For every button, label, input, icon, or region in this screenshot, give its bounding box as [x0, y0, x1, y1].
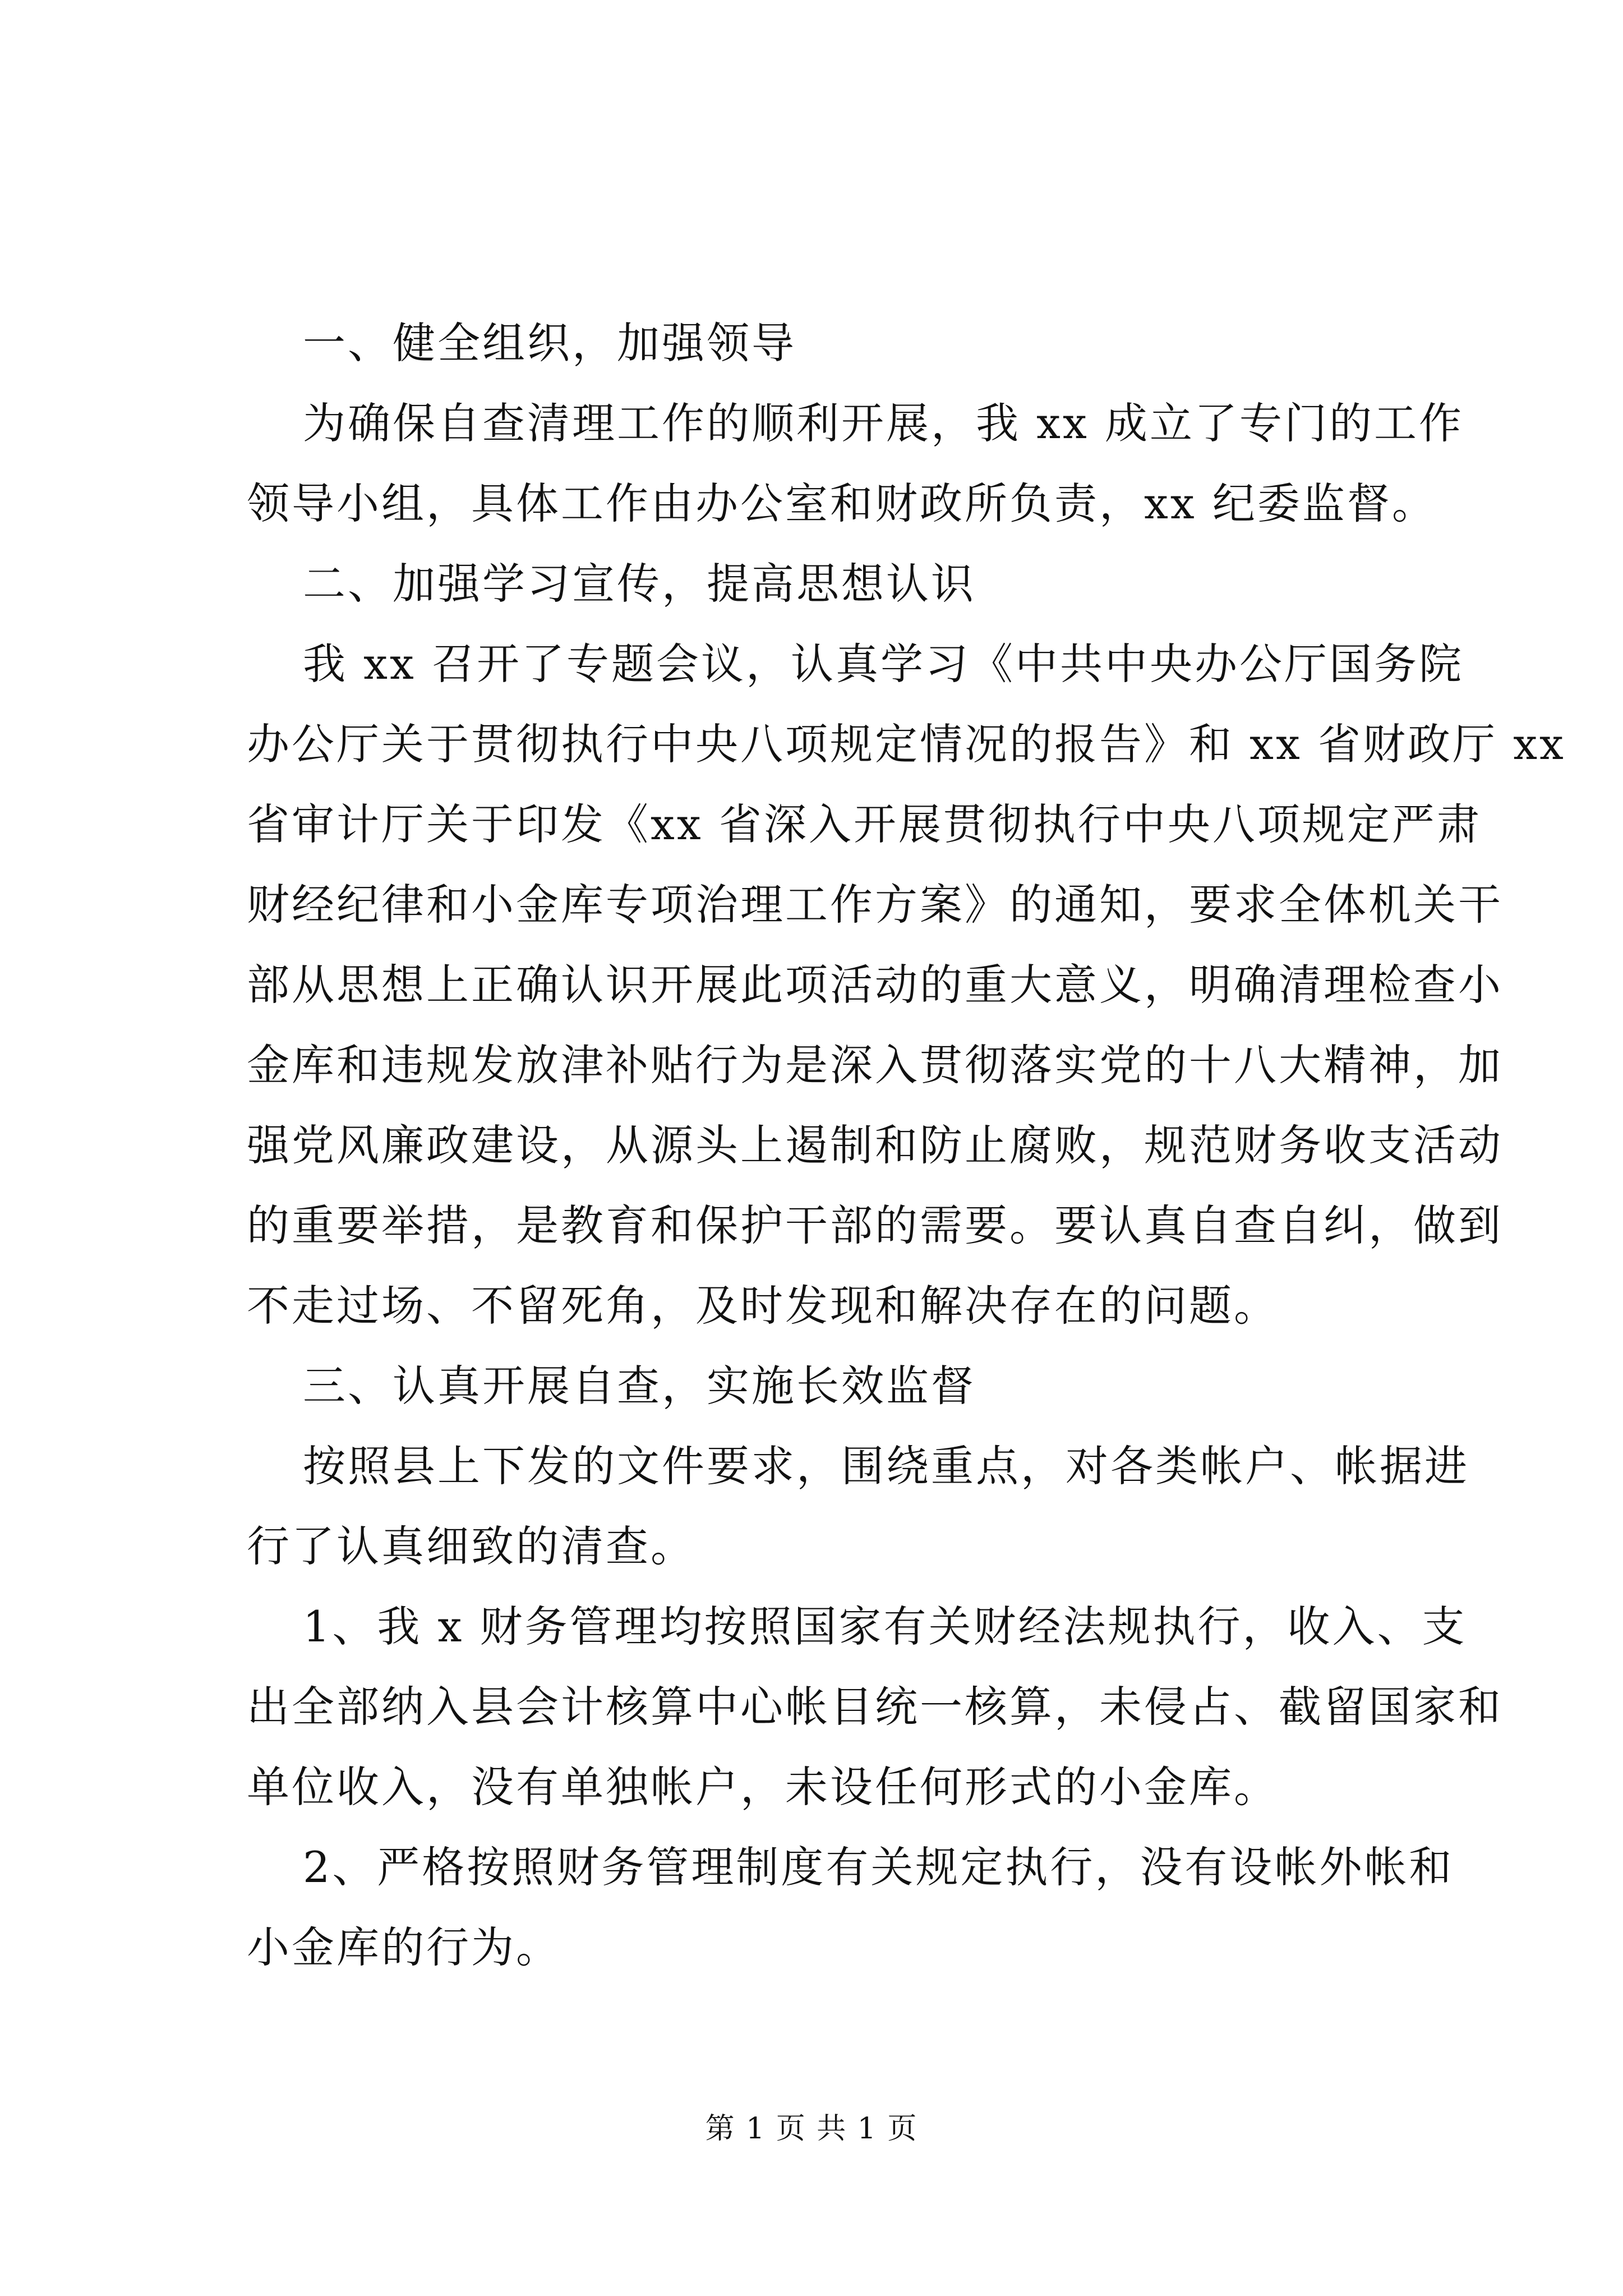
paragraph-1-line: 领导小组，具体工作由办公室和财政所负责，xx 纪委监督。: [247, 478, 1437, 528]
heading-2: 二、加强学习宣传，提高思想认识: [303, 559, 976, 609]
list-item-2-line: 2、严格按照财务管理制度有关规定执行，没有设帐外帐和: [303, 1842, 1454, 1892]
paragraph-2-line: 不走过场、不留死角，及时发现和解决存在的问题。: [247, 1281, 1279, 1331]
heading-3: 三、认真开展自查，实施长效监督: [303, 1361, 976, 1411]
paragraph-2-line: 我 xx 召开了专题会议，认真学习《中共中央办公厅国务院: [303, 639, 1464, 689]
paragraph-2-line: 部从思想上正确认识开展此项活动的重大意义，明确清理检查小: [247, 960, 1503, 1010]
paragraph-3-line: 按照县上下发的文件要求，围绕重点，对各类帐户、帐据进: [303, 1441, 1469, 1491]
list-item-1-line: 出全部纳入县会计核算中心帐目统一核算，未侵占、截留国家和: [247, 1682, 1503, 1732]
paragraph-2-line: 金库和违规发放津补贴行为是深入贯彻落实党的十八大精神，加: [247, 1040, 1503, 1090]
paragraph-3-line: 行了认真细致的清查。: [247, 1521, 695, 1571]
paragraph-1-line: 为确保自查清理工作的顺利开展，我 xx 成立了专门的工作: [303, 398, 1464, 448]
page-number-footer: 第 1 页 共 1 页: [705, 2112, 918, 2146]
paragraph-2-line: 强党风廉政建设，从源头上遏制和防止腐败，规范财务收支活动: [247, 1120, 1503, 1170]
paragraph-2-line: 省审计厅关于印发《xx 省深入开展贯彻执行中央八项规定严肃: [247, 799, 1482, 849]
heading-1: 一、健全组织，加强领导: [303, 318, 796, 368]
paragraph-2-line: 财经纪律和小金库专项治理工作方案》的通知，要求全体机关干: [247, 880, 1503, 930]
paragraph-2-line: 的重要举措，是教育和保护干部的需要。要认真自查自纠，做到: [247, 1200, 1503, 1250]
document-body: [247, 303, 1566, 1987]
list-item-1-line: 单位收入，没有单独帐户，未设任何形式的小金库。: [247, 1762, 1279, 1812]
list-item-1-line: 1、我 x 财务管理均按照国家有关财经法规执行，收入、支: [303, 1602, 1467, 1651]
list-item-2-line: 小金库的行为。: [247, 1922, 561, 1972]
paragraph-2-line: 办公厅关于贯彻执行中央八项规定情况的报告》和 xx 省财政厅 xx: [247, 719, 1566, 769]
